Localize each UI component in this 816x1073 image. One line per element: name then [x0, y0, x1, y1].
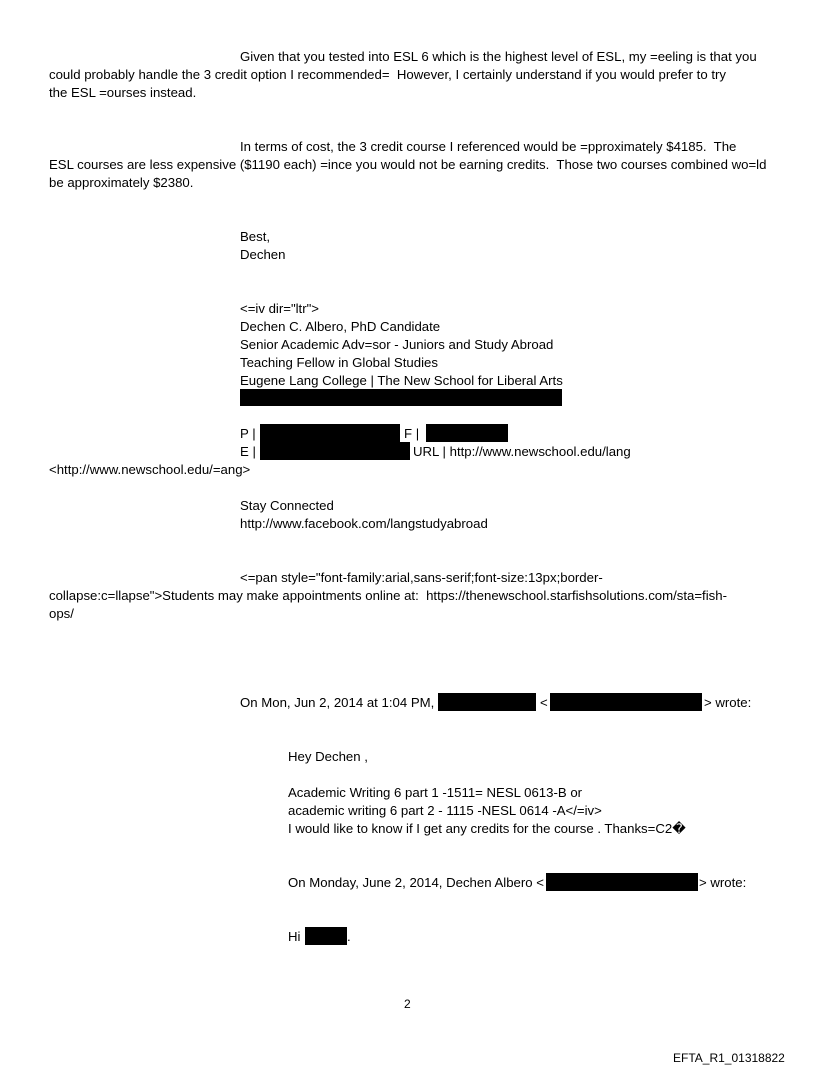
hi-dot: . — [347, 929, 351, 944]
reply-line2: academic writing 6 part 2 - 1115 -NESL 0614 -A</=iv> — [288, 803, 602, 818]
span-line1: <=pan style="font-family:arial,sans-serif;font-size:13px;border- — [240, 570, 603, 585]
quote2-suffix: > wrote: — [699, 875, 747, 890]
para1-line3: the ESL =ourses instead. — [49, 85, 197, 100]
quote1-suffix: > wrote: — [704, 695, 752, 710]
span-line2: collapse:c=llapse">Students may make appointments online at: https://thenewschool.starfishsolutions.com/sta=fish- — [49, 588, 727, 603]
document-id: EFTA_R1_01318822 — [673, 1051, 785, 1065]
redaction-sender-email — [550, 693, 702, 711]
para2-line2: ESL courses are less expensive ($1190 each) =ince you would not be earning credits. Those two courses combined wo=ld — [49, 157, 767, 172]
redaction-phone — [260, 424, 400, 442]
signature-f-label: F | — [404, 426, 420, 441]
para1-line2: could probably handle the 3 credit option I recommended= However, I certainly understand if you would prefer to try — [49, 67, 726, 82]
span-line3: ops/ — [49, 606, 74, 621]
signature-name-title: Dechen C. Albero, PhD Candidate — [240, 319, 441, 334]
redaction-fax — [426, 424, 508, 442]
signature-url-label[interactable]: URL | http://www.newschool.edu/lang — [413, 444, 631, 459]
redaction-block — [240, 389, 562, 406]
reply-line1: Academic Writing 6 part 1 -1511= NESL 0613-B or — [288, 785, 583, 800]
signature-div-tag: <=iv dir="ltr"> — [240, 301, 319, 316]
page-number: 2 — [404, 997, 411, 1011]
reply-line3: I would like to know if I get any credits for the course . Thanks=C2� — [288, 821, 686, 836]
signoff-best: Best, — [240, 229, 271, 244]
para2-line3: be approximately $2380. — [49, 175, 194, 190]
quote1-lt: < — [540, 695, 548, 710]
quote1-prefix: On Mon, Jun 2, 2014 at 1:04 PM, — [240, 695, 435, 710]
signature-p-label: P | — [240, 426, 256, 441]
signature-org: Eugene Lang College | The New School for Liberal Arts — [240, 373, 563, 388]
quote2-prefix: On Monday, June 2, 2014, Dechen Albero < — [288, 875, 544, 890]
signoff-name: Dechen — [240, 247, 286, 262]
redaction-sender-name — [438, 693, 536, 711]
signature-url-cont[interactable]: <http://www.newschool.edu/=ang> — [49, 462, 251, 477]
para2-line1: In terms of cost, the 3 credit course I referenced would be =pproximately $4185. The — [240, 139, 737, 154]
redaction-dechen-email — [546, 873, 698, 891]
hi-text: Hi — [288, 929, 301, 944]
reply-greeting: Hey Dechen , — [288, 749, 368, 764]
stay-link[interactable]: http://www.facebook.com/langstudyabroad — [240, 516, 488, 531]
signature-e-label: E | — [240, 444, 256, 459]
signature-role1: Senior Academic Adv=sor - Juniors and Study Abroad — [240, 337, 554, 352]
stay-title: Stay Connected — [240, 498, 334, 513]
signature-role2: Teaching Fellow in Global Studies — [240, 355, 438, 370]
para1-line1: Given that you tested into ESL 6 which is the highest level of ESL, my =eeling is that you — [240, 49, 757, 64]
redaction-recipient-name — [305, 927, 347, 945]
redaction-email — [260, 442, 410, 460]
